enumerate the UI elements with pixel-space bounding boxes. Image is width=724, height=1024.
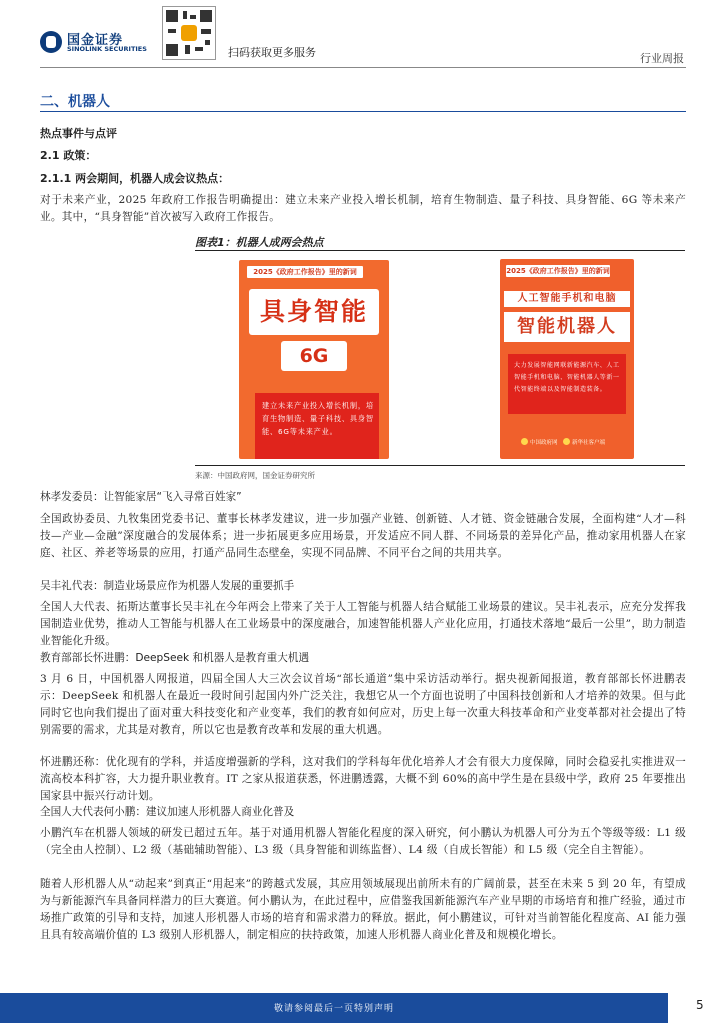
heading-wu-fengli: 吴丰礼代表：制造业场景应作为机器人发展的重要抓手 (40, 580, 295, 592)
heading-lin-xiaofa: 林孝发委员：让智能家居“飞入寻常百姓家” (40, 491, 242, 503)
poster-intelligent-robot (500, 259, 634, 459)
paragraph-he-xiaopeng-1: 小鹏汽车在机器人领域的研发已超过五年。基于对通用机器人智能化程度的深入研究，何小鹏认为机器人可分为五个等级等级：L1 级（完全由人控制）、L2 级（基础辅助智能）、L3 级（具身智能和训练监督）、L4 级（自成长智能）和 L5 级（完全自主智能）。 (40, 827, 686, 856)
poster2-tag: 2025《政府工作报告》里的新词 (506, 267, 610, 275)
figure-title: 图表1：机器人成两会热点 (195, 236, 324, 249)
figure-source: 来源：中国政府网，国金证券研究所 (195, 471, 315, 480)
page-number: 5 (696, 998, 704, 1012)
poster1-6g: 6G (281, 341, 347, 371)
poster2-footer-gov: 中国政府网 (530, 440, 558, 446)
heading-huai-jinpeng: 教育部部长怀进鹏：DeepSeek 和机器人是教育重大机遇 (40, 652, 310, 664)
scan-qr-text: 扫码获取更多服务 (228, 46, 316, 59)
xinhua-logo-icon (563, 438, 570, 445)
poster2-text: 大力发展智能网联新能源汽车、人工智能手机和电脑、智能机器人等新一代智能终端以及智能制造装备。 (514, 362, 620, 393)
poster-embodied-ai (239, 260, 389, 459)
paragraph-future-industry: 对于未来产业，2025 年政府工作报告明确提出：建立未来产业投入增长机制，培育生物制造、量子科技、具身智能、6G 等未来产业。其中，“具身智能”首次被写入政府工作报告。 (40, 194, 686, 223)
paragraph-huai-jinpeng-2: 怀进鹏还称：优化现有的学科，并适度增强新的学科，这对我们的学科每年优化培养人才会有很大力度保障，同时会稳妥扎实推进双一流高校本科扩容，大力提升职业教育。IT 之家从报道获悉，怀进鹏透露，大概不到 60%的高中学生是在县级中学，政府 25 年要推出国家县中振兴行动计划。 (40, 756, 686, 802)
poster1-text-box (255, 393, 379, 459)
poster2-headline: 智能机器人 (504, 312, 630, 342)
subsection-two-sessions: 2.1.1 两会期间，机器人成会议热点： (40, 172, 230, 185)
heading-he-xiaopeng: 全国人大代表何小鹏：建议加速人形机器人商业化普及 (40, 806, 295, 818)
poster2-text-box (508, 354, 626, 414)
paragraph-lin-xiaofa: 全国政协委员、九牧集团党委书记、董事长林孝发建议，进一步加强产业链、创新链、人才链、资金链融合发展，全面构建“人才—科技—产业—金融”深度融合的发展体系；进一步拓展更多应用场景，开发适应不同人群、不同场景的差异化产品，推动家用机器人在家庭、社区、养老等场景的应用，打通产品同生态壁垒，实现不同品牌、不同平台之间的共用共享。 (40, 513, 686, 559)
company-logo (40, 30, 160, 56)
section-divider (40, 111, 686, 112)
report-type-label: 行业周报 (640, 52, 684, 65)
poster2-band-ai-devices: 人工智能手机和电脑 (504, 291, 630, 307)
section-title: 二、机器人 (40, 94, 110, 110)
logo-chinese-name: 国金证券 (67, 33, 124, 48)
logo-icon (40, 31, 62, 53)
gov-logo-icon (521, 438, 528, 445)
header-divider (40, 67, 686, 68)
poster2-footer-xinhua: 新华社客户端 (572, 440, 606, 446)
poster1-text: 建立未来产业投入增长机制，培育生物制造、量子科技、具身智能、6G等未来产业。 (262, 401, 374, 436)
subsection-policy: 2.1 政策： (40, 149, 97, 162)
paragraph-wu-fengli: 全国人大代表、拓斯达董事长吴丰礼在今年两会上带来了关于人工智能与机器人结合赋能工业场景的建议。吴丰礼表示，应充分发挥我国制造业优势，推动人工智能与机器人在工业场景中的深度融合，加速智能机器人产业化应用，打通技术落地“最后一公里”，助力制造业智能化升级。 (40, 601, 686, 647)
poster1-headline: 具身智能 (249, 289, 379, 335)
figure-top-rule (195, 250, 685, 251)
paragraph-he-xiaopeng-2: 随着人形机器人从“动起来”到真正“用起来”的跨越式发展，其应用领域展现出前所未有的广阔前景，甚至在未来 5 到 20 年，有望成为与新能源汽车具备同样潜力的巨大赛道。何小鹏认为，在此过程中，应借鉴我国新能源汽车产业早期的市场培育和推广经验，通过市场推广政策的引导和支持，加速人形机器人市场的培育和需求潜力的释放。据此，何小鹏建议，可针对当前智能化程度高、AI 能力强且具有较高端价值的 L3 级别人形机器人，制定相应的扶持政策，加速人形机器人商业化普及和规模化增长。 (40, 878, 686, 941)
figure-bottom-rule (195, 465, 685, 466)
hot-events-label: 热点事件与点评 (40, 127, 117, 140)
paragraph-huai-jinpeng-1: 3 月 6 日，中国机器人网报道，四届全国人大三次会议首场“部长通道”集中采访活动举行。据央视新闻报道，教育部部长怀进鹏表示：DeepSeek 和机器人在最近一段时间引起国内外广泛关注，我想它从一个方面也说明了中国科技创新和人才培养的效果。但与此同时它也向我们提出了面对重大科技变化和产业变革，我们的教育如何应对，历史上每一次重大科技革命和产业变革都对社会提出了特别需要的需求，尤其是对教育，所以它也是教育改革和发展的重大机遇。 (40, 673, 686, 736)
qr-code-icon[interactable] (162, 6, 216, 60)
poster1-tag: 2025《政府工作报告》里的新词 (247, 266, 363, 278)
footer-disclaimer: 敬请参阅最后一页特别声明 (273, 1004, 394, 1014)
logo-english-name: SINOLINK SECURITIES (67, 45, 147, 53)
